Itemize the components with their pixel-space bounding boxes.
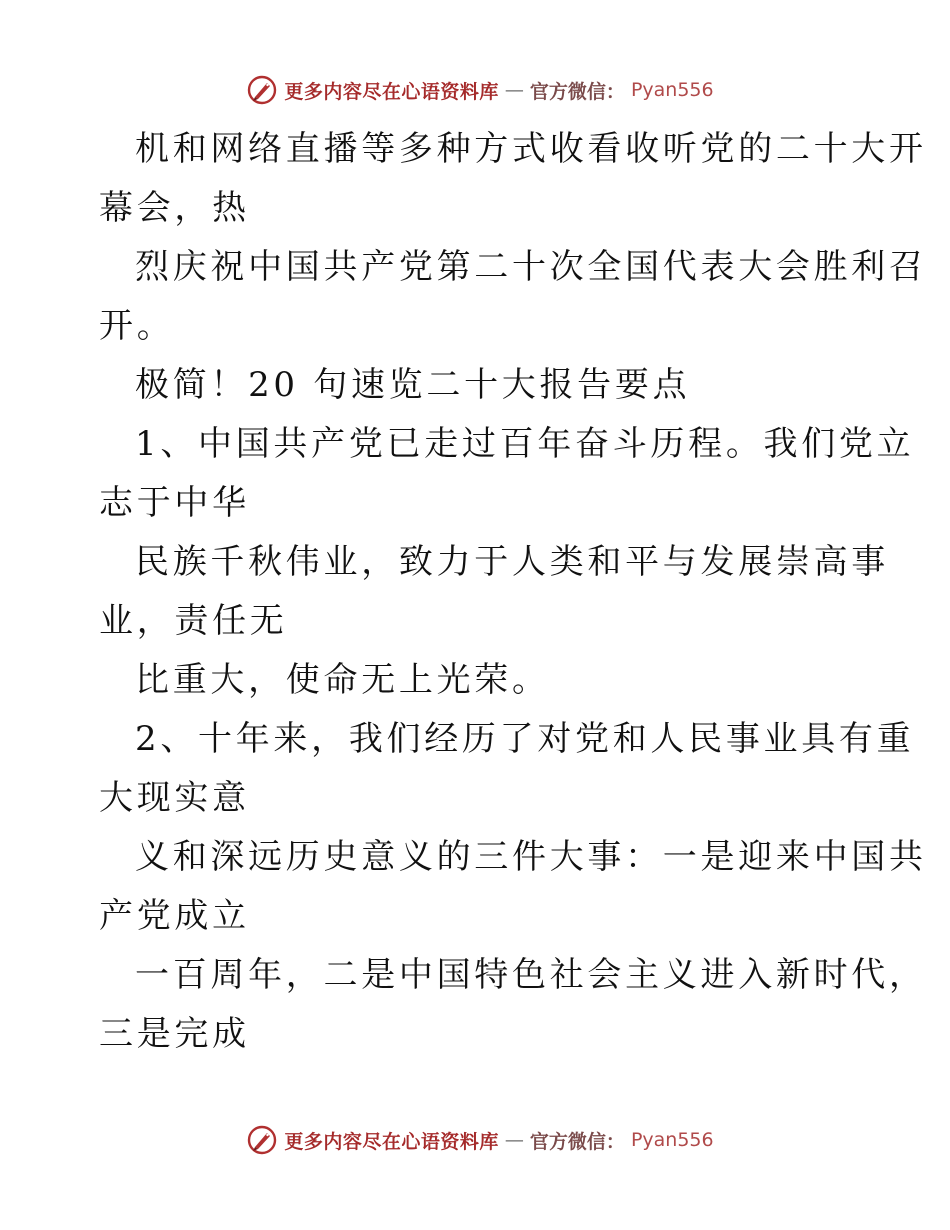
body-line: 大现实意 [99, 778, 250, 818]
footer-wechat-id: Pyan556 [630, 1129, 714, 1151]
header-brand-text: 更多内容尽在心语资料库 [284, 80, 499, 103]
document-body [99, 125, 927, 1069]
body-line: 一百周年，二是中国特色社会主义进入新时代， [135, 955, 927, 995]
body-line: 义和深远历史意义的三件大事：一是迎来中国共 [135, 837, 927, 877]
body-line: 2、十年来，我们经历了对党和人民事业具有重 [135, 719, 915, 759]
body-line: 开。 [99, 306, 175, 346]
body-line: 机和网络直播等多种方式收看收听党的二十大开 [135, 129, 927, 169]
header-wechat-id: Pyan556 [630, 79, 714, 101]
header-separator: — [504, 79, 524, 101]
body-line: 1、中国共产党已走过百年奋斗历程。我们党立 [135, 424, 915, 464]
footer-separator: — [504, 1129, 524, 1151]
header-banner-content [246, 74, 713, 106]
red-pen-nib-icon [246, 74, 278, 106]
header-wechat-label: 官方微信： [529, 80, 625, 103]
page-footer-banner [0, 1120, 950, 1160]
footer-wechat-label: 官方微信： [529, 1130, 625, 1153]
body-line: 产党成立 [99, 896, 250, 936]
section-heading: 极简！20 句速览二十大报告要点 [135, 365, 691, 405]
body-line: 烈庆祝中国共产党第二十次全国代表大会胜利召 [135, 247, 927, 287]
body-line: 比重大，使命无上光荣。 [135, 660, 550, 700]
body-line: 志于中华 [99, 483, 250, 523]
footer-brand-text: 更多内容尽在心语资料库 [284, 1130, 499, 1153]
body-line: 幕会，热 [99, 188, 250, 228]
red-pen-nib-icon [246, 1124, 278, 1156]
footer-banner-content [246, 1124, 713, 1156]
body-line: 三是完成 [99, 1014, 250, 1054]
page-header-banner [0, 70, 950, 110]
body-line: 业，责任无 [99, 601, 288, 641]
body-line: 民族千秋伟业，致力于人类和平与发展崇高事 [135, 542, 889, 582]
